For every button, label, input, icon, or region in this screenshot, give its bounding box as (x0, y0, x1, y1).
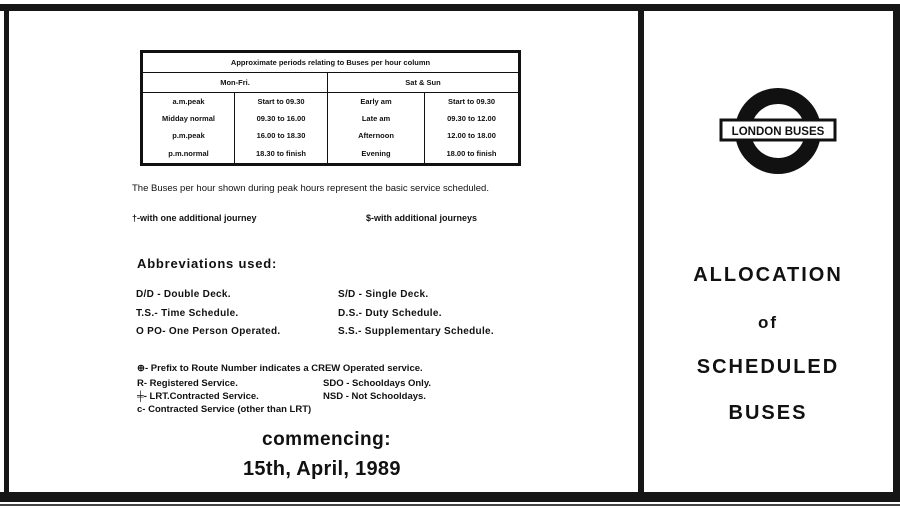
abbr-item: T.S.- Time Schedule. (136, 308, 239, 319)
weekday-period: p.m.normal (142, 144, 235, 164)
table-row (142, 111, 520, 128)
sdo-note: SDO - Schooldays Only. (323, 378, 432, 389)
table-title: Approximate periods relating to Buses per hour column (142, 52, 520, 73)
abbr-item: D/D - Double Deck. (136, 289, 231, 300)
table-row (142, 93, 520, 111)
weekday-time: 18.30 to finish (235, 144, 328, 164)
additional-note: $-with additional journeys (366, 213, 478, 223)
frame-top-border (0, 4, 900, 11)
peak-note: The Buses per hour shown during peak hours represent the basic service scheduled. (132, 183, 489, 194)
registered-note: R- Registered Service. (137, 378, 238, 389)
abbreviations-heading: Abbreviations used: (137, 256, 278, 271)
table-title-row (142, 52, 520, 73)
frame-bottom-border (0, 492, 900, 502)
title-line-scheduled: SCHEDULED (696, 356, 840, 378)
abbr-item: D.S.- Duty Schedule. (338, 308, 442, 319)
weekend-period: Late am (328, 111, 425, 128)
title-line-of: of (757, 313, 779, 332)
weekend-period: Early am (328, 93, 425, 111)
lrt-note: ╪- LRT.Contracted Service. (137, 391, 259, 402)
frame-right-border (893, 4, 900, 502)
weekend-time: 12.00 to 18.00 (425, 127, 520, 144)
london-buses-logo (718, 85, 838, 177)
weekend-period: Evening (328, 144, 425, 164)
crew-symbol-note: ⊕- Prefix to Route Number indicates a CREW Operated service. (137, 363, 423, 374)
weekend-header: Sat & Sun (328, 73, 520, 93)
roundel-icon (718, 85, 838, 177)
frame-divider (638, 4, 644, 502)
frame-under-line (0, 504, 900, 506)
weekend-time: 18.00 to finish (425, 144, 520, 164)
table-row (142, 144, 520, 164)
abbr-item: S.S.- Supplementary Schedule. (338, 326, 494, 337)
abbr-item: O PO- One Person Operated. (136, 326, 281, 337)
weekday-header: Mon-Fri. (142, 73, 328, 93)
table-group-row (142, 73, 520, 93)
weekday-period: p.m.peak (142, 127, 235, 144)
title-line-buses: BUSES (728, 402, 808, 424)
weekday-time: 09.30 to 16.00 (235, 111, 328, 128)
periods-table (140, 50, 521, 166)
one-additional-note: †-with one additional journey (132, 213, 257, 223)
commencing-date: 15th, April, 1989 (243, 458, 401, 480)
logo-text: LONDON BUSES (731, 126, 825, 138)
table-row (142, 127, 520, 144)
title-line-allocation: ALLOCATION (693, 264, 843, 286)
commencing-label: commencing: (262, 429, 392, 450)
weekday-time: 16.00 to 18.30 (235, 127, 328, 144)
weekend-period: Afternoon (328, 127, 425, 144)
weekday-time: Start to 09.30 (235, 93, 328, 111)
contracted-note: c- Contracted Service (other than LRT) (137, 404, 312, 415)
frame-left-border (4, 4, 9, 502)
weekend-time: 09.30 to 12.00 (425, 111, 520, 128)
abbr-item: S/D - Single Deck. (338, 289, 429, 300)
weekday-period: Midday normal (142, 111, 235, 128)
nsd-note: NSD - Not Schooldays. (323, 391, 426, 402)
weekend-time: Start to 09.30 (425, 93, 520, 111)
weekday-period: a.m.peak (142, 93, 235, 111)
